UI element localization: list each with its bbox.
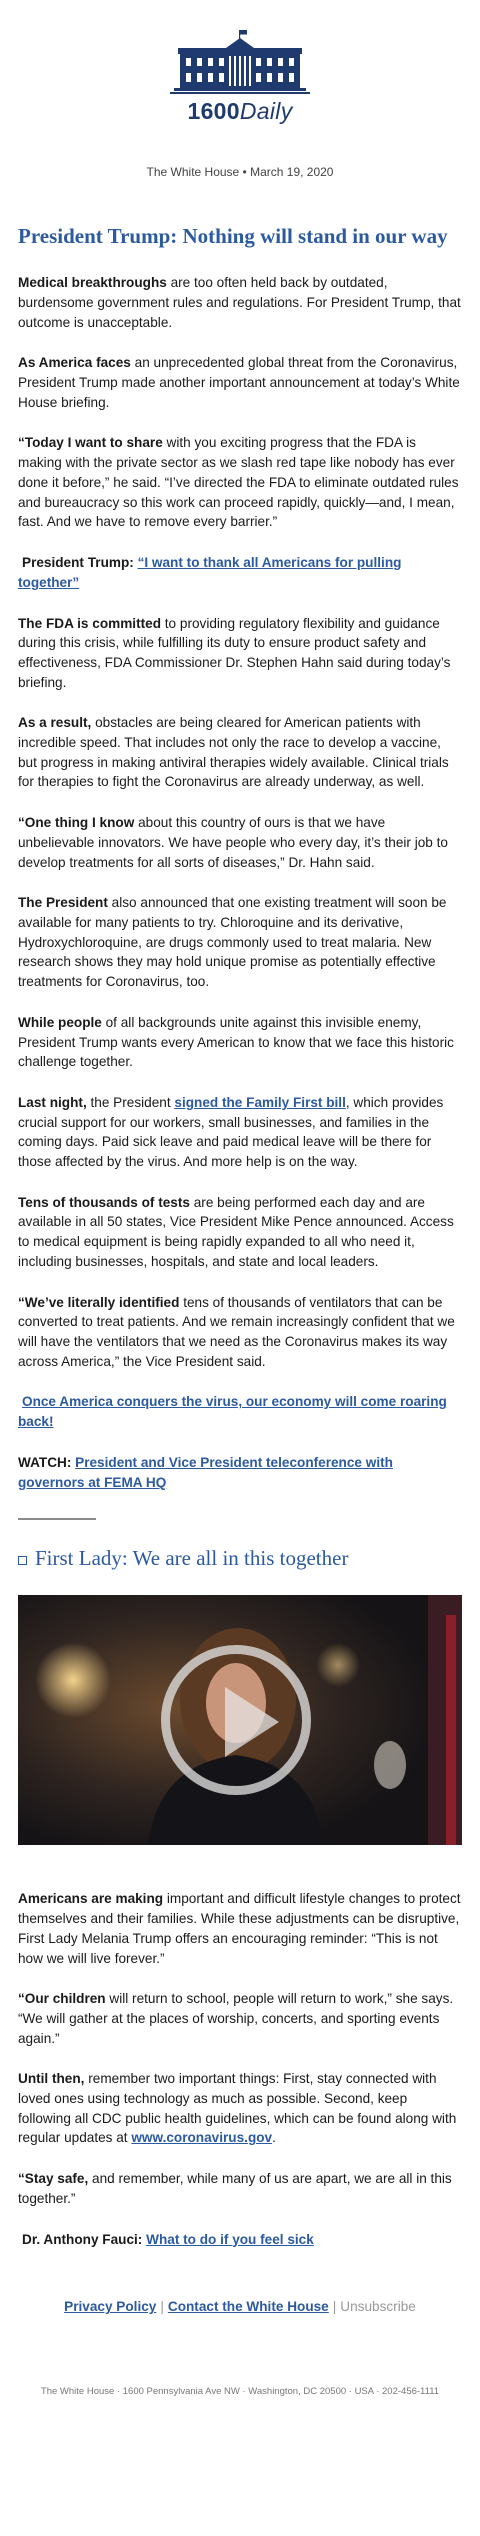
paragraph-text: important and difficult lifestyle changes to protect themselves and their families. While these adjustments can be disruptive, First Lady Melania Trump offers an encouraging reminder: “This is not how we will live forever.” [18,1891,461,1966]
paragraph [18,1193,462,1272]
lead-in: Last night, [18,1094,87,1110]
paragraph-text: , which provides crucial support for our workers, small businesses, and families in the coming days. Paid sick leave and paid medical leave will be there for those affected by the virus. And more help is on the way. [18,1094,444,1170]
paragraph-text: will return to school, people will return to work,” she says. “We will gather at the places of worship, concerts, and sporting events again.” [18,1991,454,2046]
paragraph [18,893,462,992]
family-first-bill-link[interactable]: signed the Family First bill [174,1094,346,1110]
footer-separator: | [160,2299,164,2315]
paragraph-text: and remember, while many of us are apart, we are all in this together.” [18,2171,452,2206]
lead-in: As a result, [18,715,92,731]
lead-in: “Today I want to share [18,435,163,451]
lead-in: “Our children [18,1991,106,2007]
article-headline: President Trump: Nothing will stand in our way [18,224,448,248]
unsubscribe-link[interactable]: Unsubscribe [340,2299,416,2315]
lead-in: “Stay safe, [18,2171,89,2187]
paragraph [18,614,462,693]
logo-word: Daily [239,98,293,124]
paragraph-text: are being performed each day and are available in all 50 states, Vice President Mike Pence announced. Access to medical equipment is being rapidly expanded to all who need it, including businesses, hospitals, and state and local leaders. [18,1194,454,1269]
paragraph [18,433,462,532]
thank-americans-link[interactable]: “I want to thank all Americans for pulling together” [18,554,402,590]
video-thumbnail[interactable] [18,1595,462,1845]
callout-label: President Trump: [22,554,134,570]
section-headline [18,1546,462,1571]
paragraph [18,2069,462,2148]
lead-in: The President [18,895,108,911]
paragraph-text: remember two important things: First, stay connected with loved ones using technology as much as possible. Second, keep following all CDC public health guidelines, which can be found along with regular updates at [18,2071,457,2146]
economy-roaring-back-link[interactable]: Once America conquers the virus, our economy will come roaring back! [18,1394,447,1430]
lead-in: “One thing I know [18,815,135,831]
lead-in: Americans are making [18,1891,164,1907]
fauci-callout [18,2230,462,2250]
coronavirus-gov-link[interactable]: www.coronavirus.gov [131,2130,273,2146]
paragraph [18,713,462,792]
callout-label: Dr. Anthony Fauci: [22,2231,143,2247]
feel-sick-link[interactable]: What to do if you feel sick [146,2231,314,2247]
paragraph [18,273,462,332]
paragraph [18,1013,462,1072]
logo-wordmark [0,98,480,125]
paragraph-text: also announced that one existing treatment will soon be available for many patients to try. Chloroquine and its derivative, Hydroxychloroquine, are drugs commonly used to treat malaria. New research shows they may hold unique promise as potentially effective treatments for Coronavirus, too. [18,895,447,990]
paragraph-text: tens of thousands of ventilators that can be converted to treat patients. And we remain increasingly confident that we will have the ventilators that we need as the Coronavirus makes its way across America,” the Vice President said. [18,1294,455,1369]
lead-in: While people [18,1014,102,1030]
paragraph-text: with you exciting progress that the FDA is making with the private sector as we slash red tape like nobody has ever done it before,” he said. “I’ve directed the FDA to eliminate outdated rules and bureaucracy so this work can proceed rapidly, quickly—and, I mean, fast. And we have to remove every barrier.” [18,435,459,530]
paragraph-text: of all backgrounds unite against this invisible enemy, President Trump wants every American to know that we face this historic challenge together. [18,1014,454,1070]
fema-teleconference-link[interactable]: President and Vice President teleconference with governors at FEMA HQ [18,1455,393,1490]
economy-callout [18,1392,462,1432]
section-divider [18,1518,96,1520]
paragraph-text: an unprecedented global threat from the Coronavirus, President Trump made another important announcement at today’s White House briefing. [18,355,460,410]
box-icon [18,1556,27,1565]
paragraph [18,1989,462,2048]
paragraph-text: about this country of ours is that we have unbelievable innovators. We have people who every day, it’s their job to develop treatments for all sorts of diseases,” Dr. Hahn said. [18,815,448,870]
paragraph-text: the President [86,1094,175,1110]
lead-in: As America faces [18,355,131,371]
watch-label: WATCH: [18,1455,72,1470]
lead-in: Medical breakthroughs [18,275,167,291]
video-callout [18,553,462,593]
watch-callout [18,1453,462,1492]
paragraph [18,813,462,872]
paragraph [18,2169,462,2208]
dateline: The White House • March 19, 2020 [146,165,334,179]
main-content [0,224,480,2249]
lead-in: Tens of thousands of tests [18,1194,190,1210]
paragraph-text: obstacles are being cleared for American patients with incredible speed. That includes not only the race to develop a vaccine, but progress in making antiviral therapies widely available. Clinical trials for therapies to fight the Coronavirus are already underway, as well. [18,715,449,790]
paragraph [18,1093,462,1172]
contact-link[interactable]: Contact the White House [167,2299,329,2315]
logo-number: 1600 [187,98,240,124]
footer-separator: | [332,2299,337,2315]
footer-links [0,2299,480,2314]
header [0,0,480,179]
paragraph-text: . [272,2130,276,2146]
paragraph [18,1889,462,1968]
play-icon[interactable] [225,1687,279,1757]
lead-in: “We’ve literally identified [18,1294,180,1310]
footer-address: The White House · 1600 Pennsylvania Ave NW · Washington, DC 20500 · USA · 202-456-1111 [40,2386,440,2398]
paragraph [18,353,462,412]
section-headline-text: First Lady: We are all in this together [35,1546,349,1571]
lead-in: The FDA is committed [18,615,161,631]
privacy-policy-link[interactable]: Privacy Policy [64,2299,157,2315]
paragraph-text: are too often held back by outdated, burdensome government rules and regulations. For President Trump, that outcome is unacceptable. [18,275,461,330]
paragraph [18,1293,462,1372]
paragraph-text: to providing regulatory flexibility and guidance during this crisis, while fulfilling its duty to ensure product safety and effectiveness, FDA Commissioner Dr. Stephen Hahn said during today’s briefing. [18,615,451,690]
white-house-logo [170,28,310,96]
lead-in: Until then, [18,2071,85,2087]
